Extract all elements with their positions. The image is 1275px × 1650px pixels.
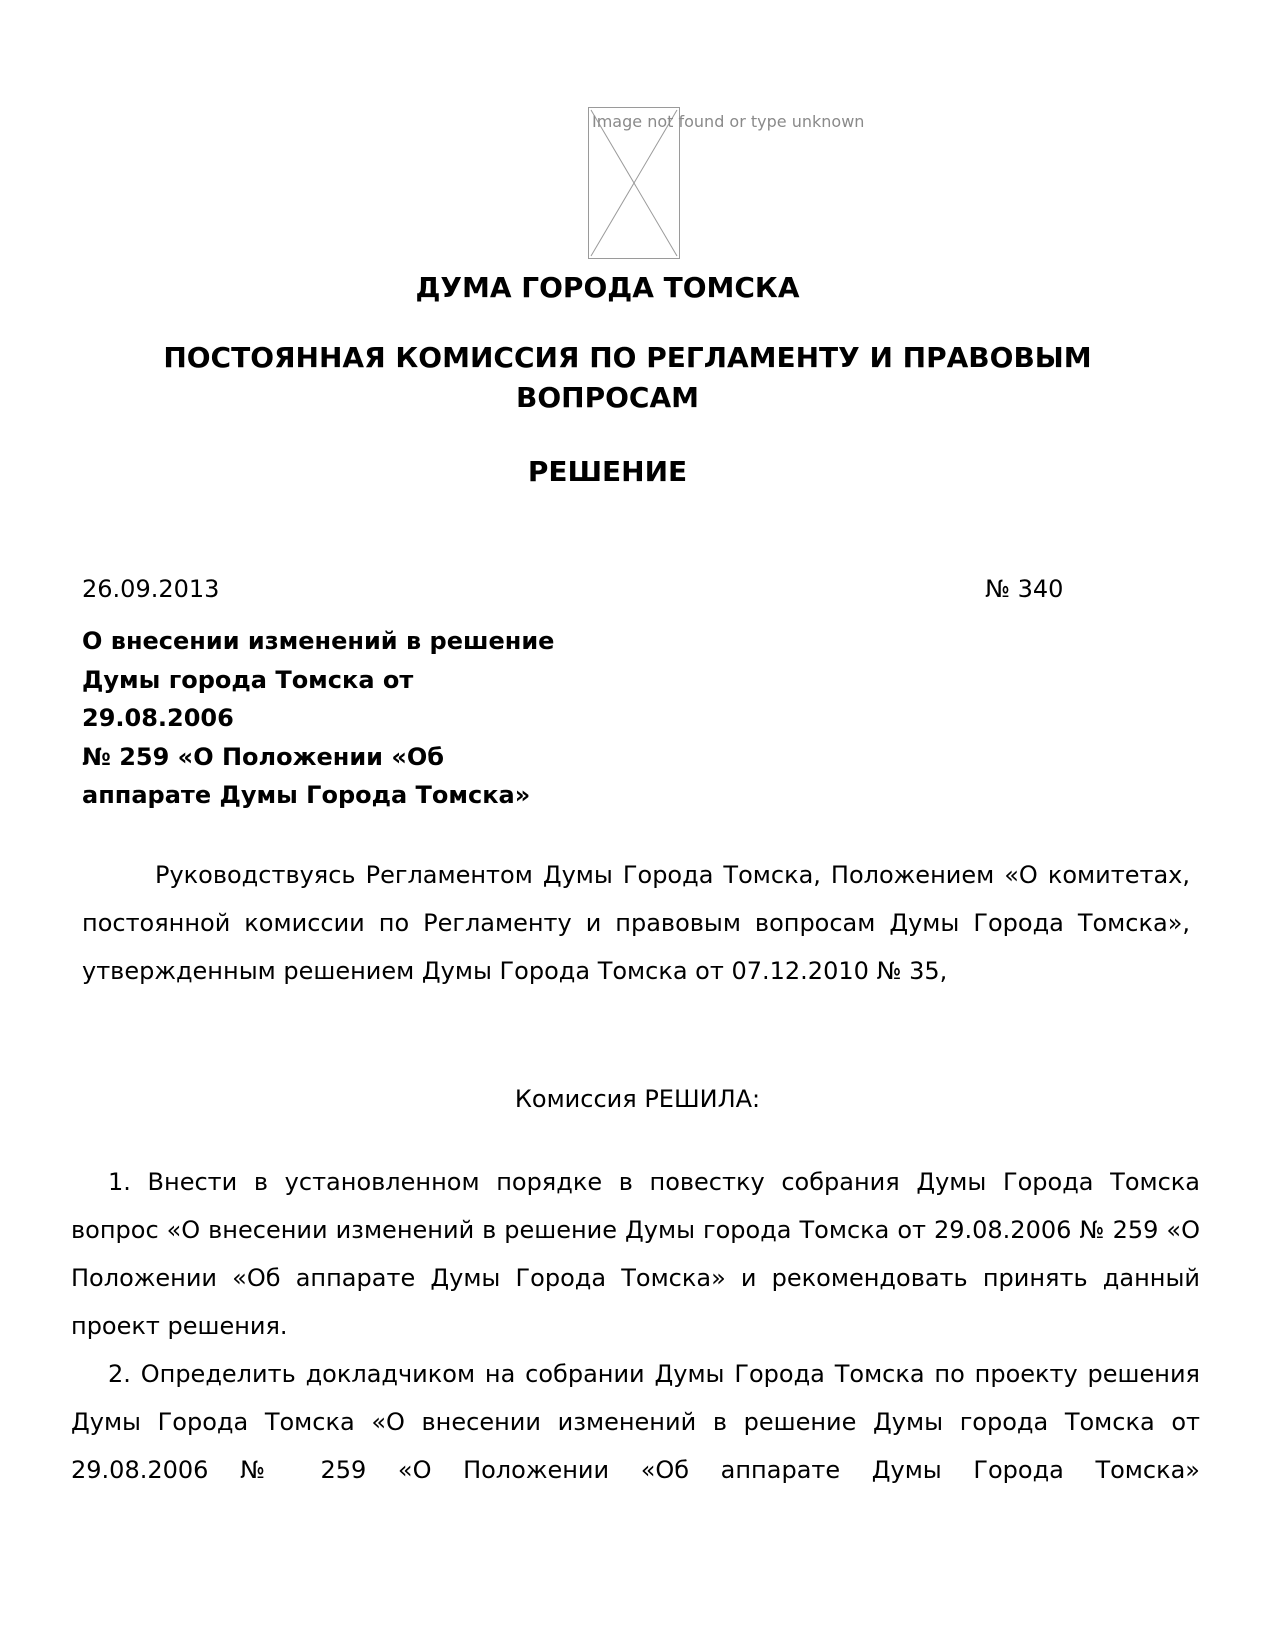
decision-item-2: 2. Определить докладчиком на собрании Думы Города Томска по проекту решения Думы Города Томска «О внесении изменений в решение Думы города Томска от 29.08.2006 № 259 «О Положении «Об аппарате Думы Города Томска» <box>71 1360 1200 1484</box>
image-alt-text: Image not found or type unknown <box>592 112 865 131</box>
organization-title: ДУМА ГОРОДА ТОМСКА <box>415 271 800 304</box>
subject-line: аппарате Думы Города Томска» <box>82 781 531 809</box>
document-type-heading: РЕШЕНИЕ <box>527 455 688 488</box>
subject-line: 29.08.2006 <box>82 704 234 732</box>
decision-item-1: 1. Внести в установленном порядке в повестку собрания Думы Города Томска вопрос «О внесении изменений в решение Думы города Томска от 29.08.2006 № 259 «О Положении «Об аппарате Думы Города Томска» и рекомендовать принять данный проект решения. <box>71 1168 1200 1340</box>
subject-line: № 259 «О Положении «Об <box>82 742 444 771</box>
subject-line: Думы города Томска от <box>82 665 414 694</box>
document-number: № 340 <box>985 575 1064 603</box>
document-date: 26.09.2013 <box>82 575 220 603</box>
commission-title-line2: ВОПРОСАМ <box>516 381 699 414</box>
decision-heading: Комиссия РЕШИЛА: <box>514 1085 761 1113</box>
preamble-paragraph: Руководствуясь Регламентом Думы Города Томска, Положением «О комитетах, постоянной комиссии по Регламенту и правовым вопросам Думы Города Томска», утвержденным решением Думы Города Томска от 07.12.2010 № 35, <box>82 861 1190 985</box>
subject-line: О внесении изменений в решение <box>82 627 555 655</box>
document-subject <box>82 622 602 815</box>
commission-title-line1: ПОСТОЯННАЯ КОМИССИЯ ПО РЕГЛАМЕНТУ И ПРАВОВЫМ <box>163 341 1092 374</box>
